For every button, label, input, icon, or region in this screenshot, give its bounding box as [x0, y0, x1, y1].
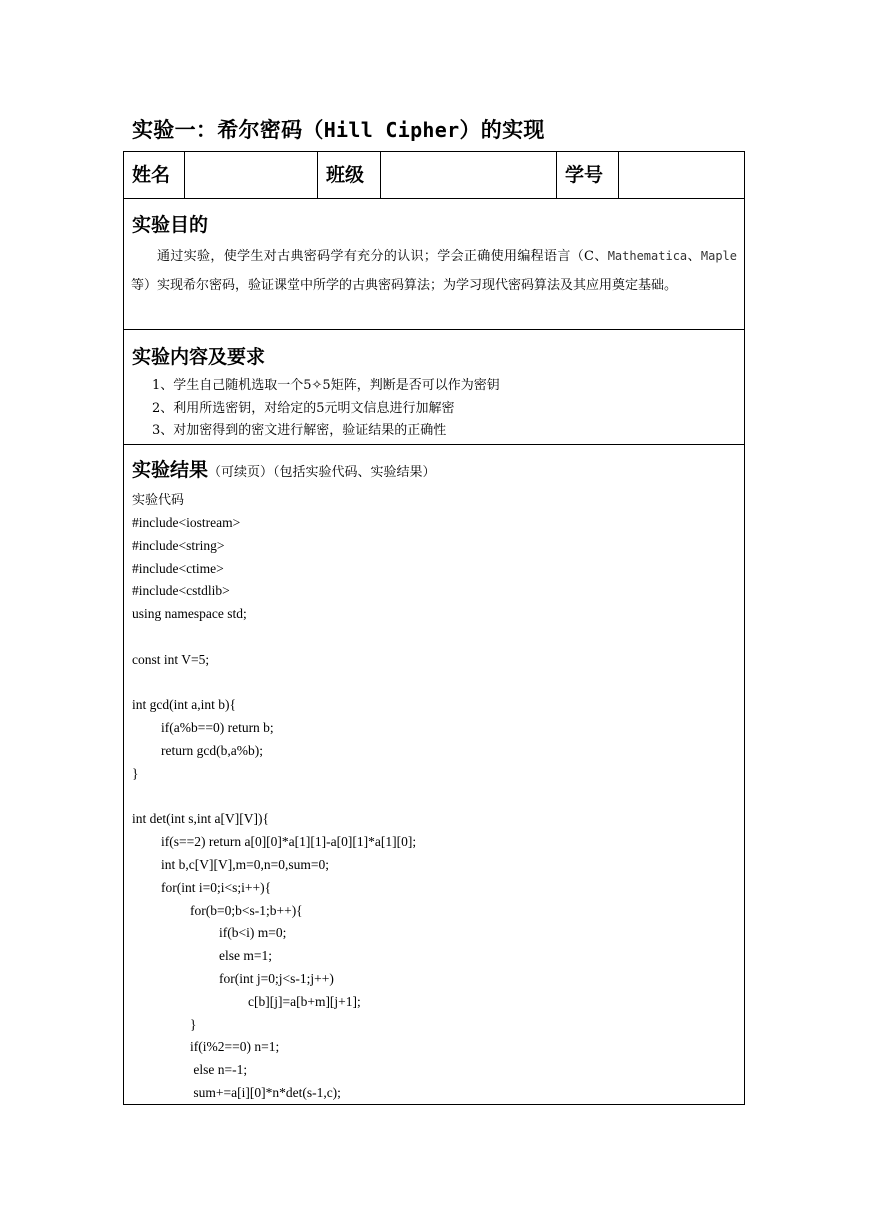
student-info-row — [124, 152, 744, 199]
code-line: const int V=5; — [132, 651, 210, 667]
code-line: c[b][j]=a[b+m][j+1]; — [248, 993, 361, 1009]
code-line: int b,c[V][V],m=0,n=0,sum=0; — [161, 856, 329, 872]
code-line: if(b<i) m=0; — [219, 925, 287, 941]
code-line: int gcd(int a,int b){ — [132, 697, 236, 713]
results-heading — [132, 455, 436, 482]
results-section — [124, 445, 744, 1104]
code-line: for(int i=0;i<s;i++){ — [161, 879, 272, 895]
code-line: sum+=a[i][0]*n*det(s-1,c); — [190, 1084, 341, 1100]
experiment-form — [123, 151, 745, 1105]
code-line: for(int j=0;j<s-1;j++) — [219, 970, 334, 986]
code-line — [132, 786, 732, 809]
code-line: int det(int s,int a[V][V]){ — [132, 811, 269, 827]
code-line: #include<cstdlib> — [132, 583, 230, 599]
results-note: （可续页）（包括实验代码、实验结果） — [208, 465, 436, 480]
code-line: else n=-1; — [190, 1062, 248, 1078]
purpose-text-e: 等）实现希尔密码，验证课堂中所学的古典密码算法；为学习现代密码算法及其应用奠定基础。 — [131, 277, 678, 293]
class-field[interactable] — [381, 152, 556, 198]
purpose-text-mathematica: Mathematica — [607, 249, 688, 263]
requirement-item-1: 1、学生自己随机选取一个5✧5矩阵，判断是否可以作为密钥 — [152, 378, 500, 393]
requirement-item-3: 3、对加密得到的密文进行解密，验证结果的正确性 — [152, 423, 447, 438]
purpose-text-a: 通过实验，使学生对古典密码学有充分的认识；学会正确使用编程语言（C、 — [157, 249, 608, 264]
name-label: 姓名 — [132, 164, 171, 186]
title-suffix: ）的实现 — [459, 118, 545, 142]
code-line: if(i%2==0) n=1; — [190, 1039, 280, 1055]
name-field[interactable] — [185, 152, 317, 198]
requirement-item-2: 2、利用所选密钥，对给定的5元明文信息进行加解密 — [152, 400, 455, 416]
code-line: else m=1; — [219, 948, 272, 964]
document-title — [132, 114, 545, 144]
purpose-heading: 实验目的 — [132, 214, 209, 236]
requirements-heading: 实验内容及要求 — [132, 346, 266, 368]
purpose-text-sep: 、 — [687, 249, 701, 264]
code-line — [132, 626, 732, 649]
student-id-label: 学号 — [565, 164, 604, 186]
code-line — [132, 672, 732, 695]
purpose-section — [124, 198, 744, 329]
code-line: #include<iostream> — [132, 515, 241, 530]
code-line: return gcd(b,a%b); — [161, 742, 263, 758]
title-english: Hill Cipher — [323, 118, 460, 142]
purpose-text-maple: Maple — [700, 249, 737, 263]
code-line: for(b=0;b<s-1;b++){ — [190, 902, 303, 918]
code-line: #include<ctime> — [132, 560, 224, 576]
code-line: } — [190, 1016, 197, 1032]
purpose-text — [131, 242, 737, 300]
code-line: } — [132, 765, 139, 781]
code-line: if(a%b==0) return b; — [161, 720, 274, 736]
requirements-section — [124, 330, 744, 444]
code-block — [132, 512, 732, 1105]
student-id-field[interactable] — [619, 152, 744, 198]
code-line: #include<string> — [132, 537, 225, 553]
class-label: 班级 — [326, 164, 365, 186]
code-line: if(s==2) return a[0][0]*a[1][1]-a[0][1]*a[1][0]; — [161, 834, 417, 850]
code-line: using namespace std; — [132, 606, 247, 622]
title-prefix: 实验一：希尔密码（ — [132, 118, 324, 142]
code-label: 实验代码 — [132, 493, 185, 508]
results-heading-text: 实验结果 — [132, 459, 209, 481]
